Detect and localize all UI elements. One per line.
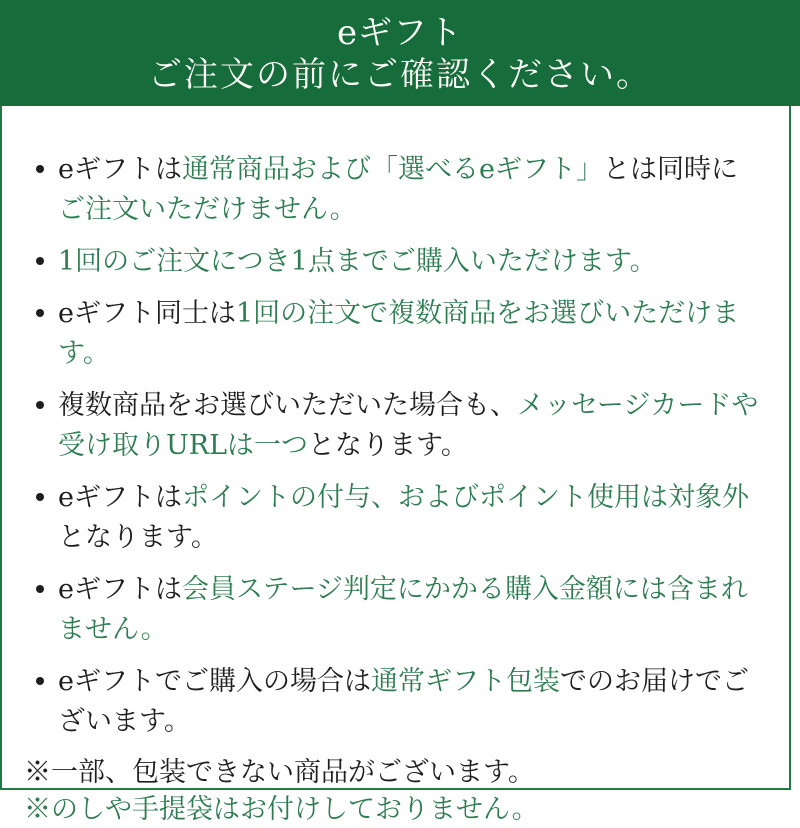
bullet-item bbox=[24, 242, 775, 282]
text-segment: でのお届けでご bbox=[559, 666, 749, 697]
text-segment: メッセージカードや bbox=[517, 390, 759, 421]
text-segment: eギフトは bbox=[58, 574, 182, 605]
text-segment: ご注文いただけません。 bbox=[58, 194, 357, 225]
text-segment: eギフトでご購入の場合は bbox=[58, 666, 371, 697]
text-segment: 通常商品および「選べるeギフト」 bbox=[181, 154, 603, 185]
text-segment: ポイントの付与、およびポイント使用は対象外 bbox=[181, 482, 749, 513]
banner-title: eギフト bbox=[336, 13, 464, 53]
text-segment: eギフトは bbox=[58, 482, 182, 513]
notes-section bbox=[24, 754, 775, 828]
bullet-marker-icon bbox=[36, 309, 44, 317]
bullet-marker-icon bbox=[36, 165, 44, 173]
bullet-marker-icon bbox=[36, 677, 44, 685]
text-segment: 会員ステージ判定にかかる購入金額には含まれ bbox=[181, 574, 748, 605]
text-segment: 受け取りURLは一つ bbox=[58, 430, 309, 461]
bullet-item bbox=[24, 478, 775, 558]
text-segment: となります。 bbox=[58, 522, 218, 553]
text-segment: となります。 bbox=[308, 430, 468, 461]
notice-box bbox=[0, 106, 791, 825]
text-segment: 1回のご注文につき1点までご購入いただけます。 bbox=[58, 246, 657, 277]
bullet-item bbox=[24, 150, 775, 230]
bullet-item bbox=[24, 386, 775, 466]
notice-banner bbox=[0, 0, 800, 106]
bullet-item bbox=[24, 570, 775, 650]
bullet-item bbox=[24, 662, 775, 742]
banner-subtitle: ご注文の前にご確認ください。 bbox=[148, 55, 652, 95]
note-line: ※一部、包装できない商品がございます。 bbox=[24, 757, 535, 788]
bullet-item bbox=[24, 294, 775, 374]
text-segment: 複数商品をお選びいただいた場合も、 bbox=[58, 390, 517, 421]
bullet-list bbox=[24, 150, 775, 742]
text-segment: 通常ギフト包装 bbox=[370, 666, 560, 697]
text-segment: ざいます。 bbox=[58, 706, 191, 737]
text-segment: 1回の注文で複数商品をお選びいただけます。 bbox=[58, 298, 740, 369]
bullet-marker-icon bbox=[36, 257, 44, 265]
bullet-marker-icon bbox=[36, 585, 44, 593]
text-segment: eギフトは bbox=[58, 154, 182, 185]
bullet-marker-icon bbox=[36, 401, 44, 409]
note-line: ※のしや手提袋はお付けしておりません。 bbox=[24, 794, 539, 825]
text-segment: とは同時に bbox=[602, 154, 738, 185]
bullet-marker-icon bbox=[36, 493, 44, 501]
text-segment: eギフト同士は bbox=[58, 298, 236, 329]
text-segment: ません。 bbox=[58, 614, 168, 645]
